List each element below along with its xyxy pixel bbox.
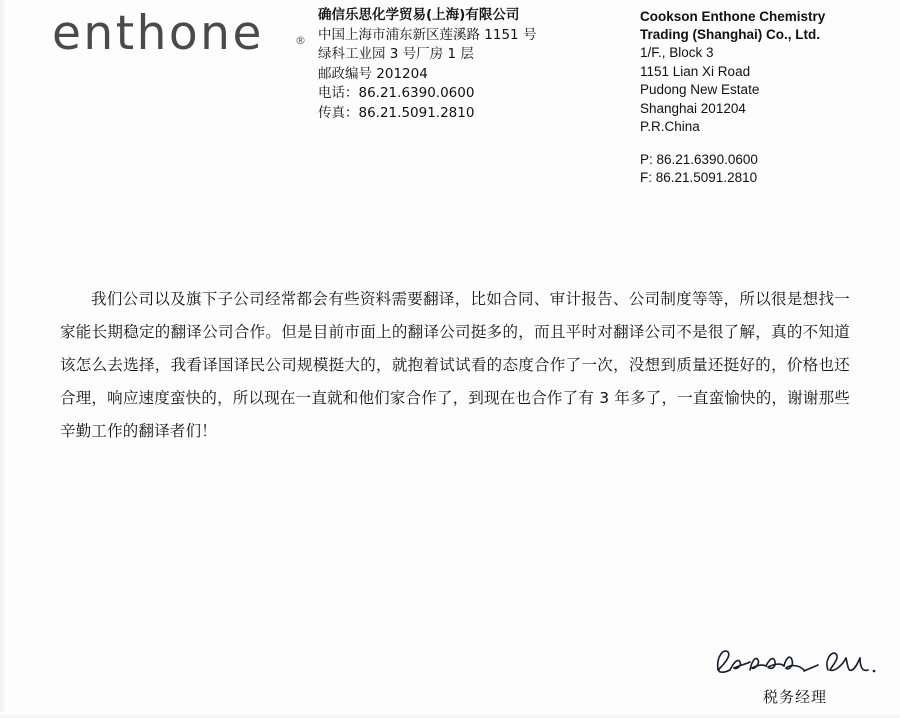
- address-en-line: 1151 Lian Xi Road: [640, 63, 751, 79]
- company-name-line: Cookson Enthone Chemistry: [640, 9, 826, 24]
- signer-title: 税务经理: [762, 688, 827, 706]
- address-en-line: 1/F., Block 3: [640, 45, 714, 60]
- logo-wordmark: enthone: [52, 6, 264, 61]
- company-name-line: Trading (Shanghai) Co., Ltd.: [640, 27, 820, 42]
- address-en-line: P.R.China: [640, 119, 700, 134]
- address-en-line: Pudong New Estate: [640, 82, 760, 97]
- address-en-line: Shanghai 201204: [640, 100, 746, 116]
- address-block-english: [640, 8, 890, 188]
- address-cn-line: 邮政编号 201204: [318, 65, 428, 82]
- company-logo: [52, 8, 312, 60]
- address-spacer: [640, 137, 890, 151]
- address-block-chinese: [318, 6, 598, 123]
- scan-edge-bottom: [0, 712, 900, 718]
- address-cn-line: 绿科工业园 3 号厂房 1 层: [318, 46, 474, 62]
- address-cn-line: 中国上海市浦东新区莲溪路 1151 号: [318, 26, 537, 43]
- fax-en-line: F: 86.21.5091.2810: [640, 170, 758, 185]
- letter-body-paragraph: 我们公司以及旗下子公司经常都会有些资料需要翻译，比如合同、审计报告、公司制度等等，所以很是想找一家能长期稳定的翻译公司合作。但是目前市面上的翻译公司挺多的，而且平时对翻译公司不是很了解，真的不知道该怎么去选择，我看译国译民公司规模挺大的，就抱着试试看的态度合作了一次，没想到质量还挺好的，价格也还合理，响应速度蛮快的，所以现在一直就和他们家合作了，到现在也合作了有 3 年多了，一直蛮愉快的，谢谢那些辛勤工作的翻译者们！: [60, 290, 850, 440]
- signature-block: [700, 640, 890, 707]
- address-cn-line: 确信乐思化学贸易(上海)有限公司: [318, 7, 520, 23]
- phone-cn-line: 电话：86.21.6390.0600: [318, 85, 475, 101]
- registered-trademark-icon: ®: [295, 34, 306, 47]
- fax-cn-line: 传真：86.21.5091.2810: [318, 104, 475, 121]
- phone-en-line: P: 86.21.6390.0600: [640, 151, 758, 167]
- letterhead: [0, 0, 900, 215]
- handwritten-signature: [700, 640, 890, 684]
